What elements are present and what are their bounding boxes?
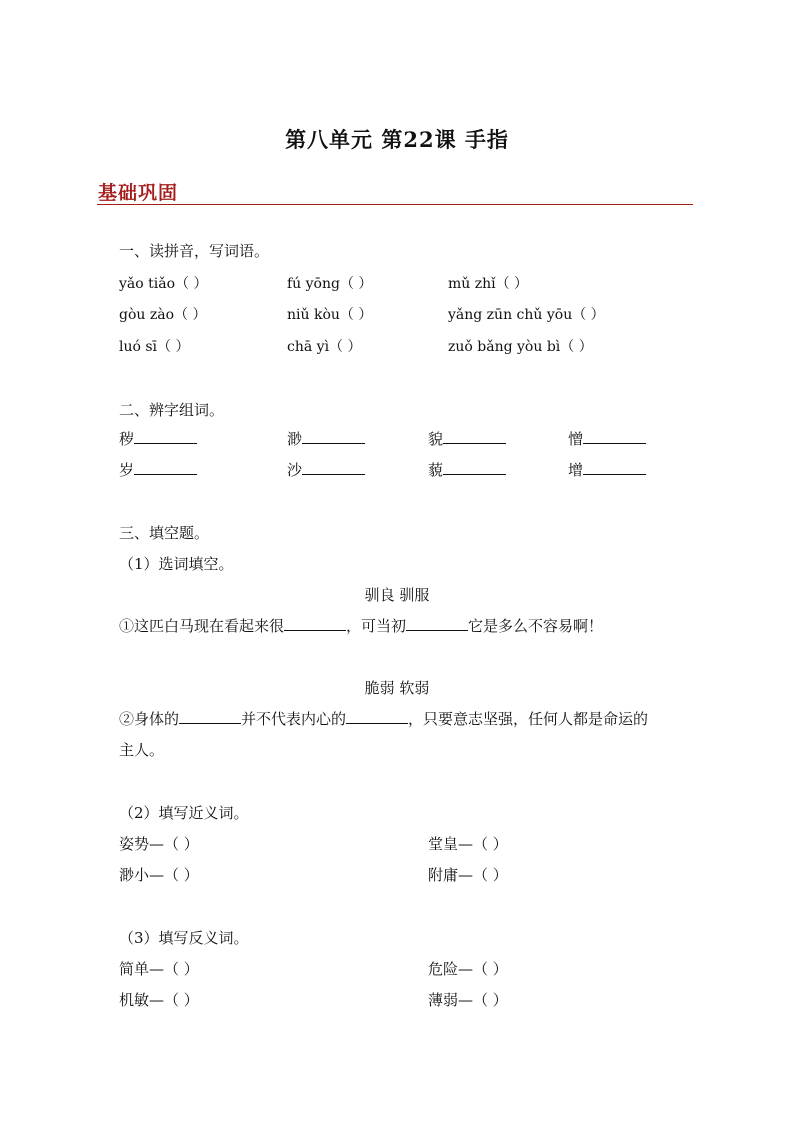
- answer-blank[interactable]: [583, 460, 646, 475]
- pinyin-item: zuǒ bǎng yòu bì（ ）: [448, 339, 593, 355]
- answer-blank[interactable]: [406, 616, 468, 631]
- sentence-1: ①这匹白马现在看起来很 ，可当初 它是多么不容易啊！: [119, 617, 604, 635]
- word-choices: 脆弱 软弱: [364, 679, 430, 697]
- pinyin-item: luó sī（ ）: [119, 339, 190, 355]
- answer-blank[interactable]: [346, 709, 408, 724]
- answer-blank[interactable]: [302, 429, 365, 444]
- pinyin-item: niǔ kòu（ ）: [287, 307, 373, 323]
- q3-heading: 三、填空题。: [119, 524, 210, 542]
- char-item: 增: [568, 459, 646, 480]
- pinyin-item: gòu zào（ ）: [119, 307, 207, 323]
- char-item: 沙: [287, 459, 365, 480]
- answer-blank[interactable]: [284, 616, 346, 631]
- answer-blank[interactable]: [443, 429, 506, 444]
- antonym-item: 简单—（ ）: [119, 960, 199, 978]
- char-item: 憎: [568, 428, 646, 449]
- antonym-item: 机敏—（ ）: [119, 991, 199, 1009]
- answer-blank[interactable]: [134, 460, 197, 475]
- antonym-item: 危险—（ ）: [428, 960, 508, 978]
- pinyin-item: fú yōng（ ）: [287, 276, 373, 292]
- sentence-2: ②身体的 并不代表内心的 ，只要意志坚强，任何人都是命运的: [119, 710, 649, 728]
- q1-heading: 一、读拼音，写词语。: [119, 242, 270, 260]
- answer-blank[interactable]: [179, 709, 241, 724]
- answer-blank[interactable]: [134, 429, 197, 444]
- char-item: 貌: [428, 428, 506, 449]
- section-divider: [97, 204, 693, 205]
- pinyin-item: yǎng zūn chǔ yōu（ ）: [448, 307, 605, 323]
- synonym-item: 堂皇—（ ）: [428, 835, 508, 853]
- pinyin-item: mǔ zhǐ（ ）: [448, 276, 529, 292]
- answer-blank[interactable]: [302, 460, 365, 475]
- antonym-item: 薄弱—（ ）: [428, 991, 508, 1009]
- page-title: 第八单元 第22课 手指: [285, 127, 509, 152]
- q2-heading: 二、辨字组词。: [119, 401, 225, 419]
- char-item: 岁: [119, 459, 197, 480]
- sentence-2-continued: 主人。: [119, 741, 165, 759]
- pinyin-item: chā yì（ ）: [287, 339, 362, 355]
- pinyin-item: yǎo tiǎo（ ）: [119, 276, 208, 292]
- answer-blank[interactable]: [443, 460, 506, 475]
- q3-part2-heading: （2）填写近义词。: [119, 804, 249, 822]
- word-choices: 驯良 驯服: [364, 586, 430, 604]
- char-item: 藐: [428, 459, 506, 480]
- q3-part1-heading: （1）选词填空。: [119, 555, 234, 573]
- char-item: 秽: [119, 428, 197, 449]
- answer-blank[interactable]: [583, 429, 646, 444]
- char-item: 渺: [287, 428, 365, 449]
- synonym-item: 姿势—（ ）: [119, 835, 199, 853]
- synonym-item: 附庸—（ ）: [428, 866, 508, 884]
- section-heading: 基础巩固: [98, 182, 179, 204]
- synonym-item: 渺小—（ ）: [119, 866, 199, 884]
- q3-part3-heading: （3）填写反义词。: [119, 929, 249, 947]
